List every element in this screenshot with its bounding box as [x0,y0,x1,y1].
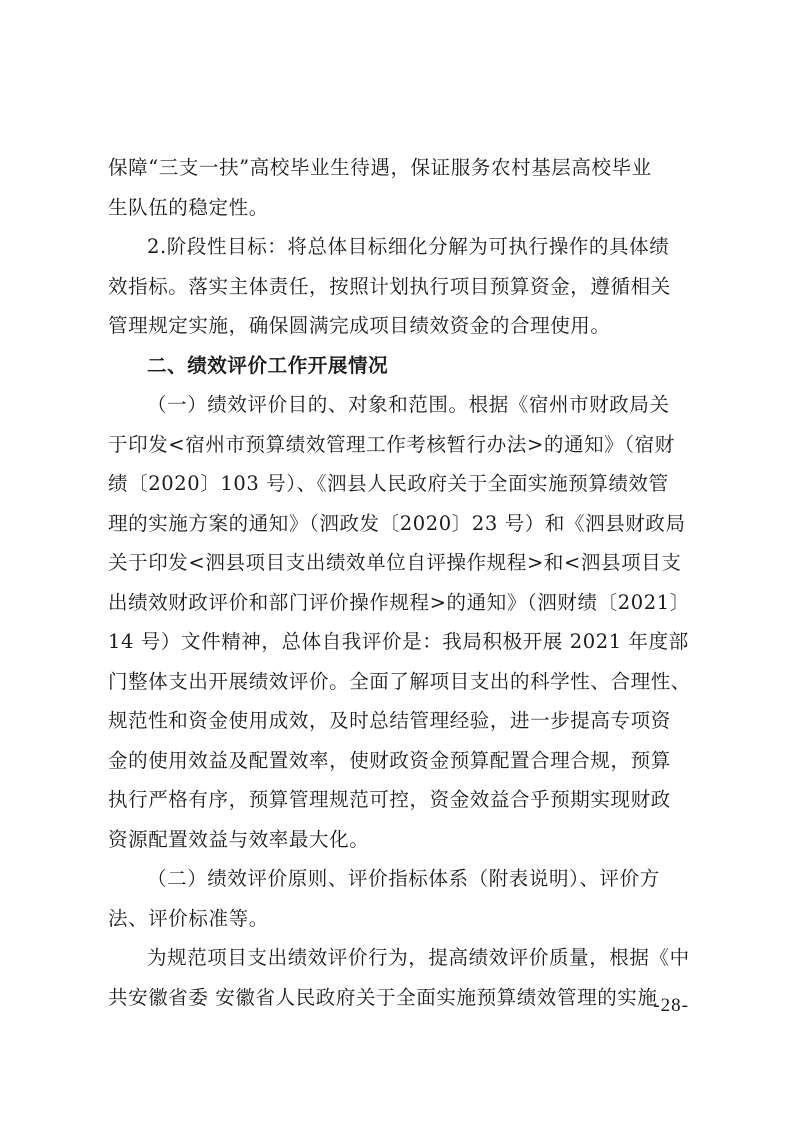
paragraph-continuation [108,148,698,227]
text-line: 于印发<宿州市预算绩效管理工作考核暂行办法>的通知》（宿财 [108,432,675,456]
text-line: 绩〔2020〕103 号）、《泗县人民政府关于全面实施预算绩效管 [108,472,669,495]
text-line: 门整体支出开展绩效评价。全面了解项目支出的科学性、合理性、 [108,669,691,693]
text-line: 关于印发<泗县项目支出绩效单位自评操作规程>和<泗县项目支 [108,551,682,574]
paragraph-evaluation-principles [108,859,698,938]
text-line: 法、评价标准等。 [108,906,269,930]
text-line: （一）绩效评价目的、对象和范围。根据《宿州市财政局关 [147,393,670,416]
text-line: 管理规定实施，确保圆满完成项目绩效资金的合理使用。 [108,314,611,337]
text-line: 14 号）文件精神，总体自我评价是：我局积极开展 2021 年度部 [108,630,689,653]
text-line: 2.阶段性目标：将总体目标细化分解为可执行操作的具体绩 [147,235,670,258]
text-line: 金的使用效益及配置效率，使财政资金预算配置合理合规，预算 [108,748,671,772]
text-line: 为规范项目支出绩效评价行为，提高绩效评价质量，根据《中 [147,946,690,969]
paragraph-standardize [108,938,698,1017]
text-line: 执行严格有序，预算管理规范可控，资金效益合乎预期实现财政 [108,788,671,811]
document-body [108,148,698,1017]
section-heading [108,346,698,386]
text-line: 理的实施方案的通知》（泗政发〔2020〕23 号）和《泗县财政局 [108,511,686,535]
section-heading-text: 二、绩效评价工作开展情况 [147,353,389,377]
text-line: 效指标。落实主体责任，按照计划执行项目预算资金，遵循相关 [108,274,671,298]
text-line: 出绩效财政评价和部门评价操作规程>的通知》（泗财绩〔2021〕 [108,590,690,614]
text-line: 共安徽省委 安徽省人民政府关于全面实施预算绩效管理的实施 [108,985,658,1009]
text-line: （二）绩效评价原则、评价指标体系（附表说明）、评价方 [147,867,660,890]
text-line: 生队伍的稳定性。 [108,195,269,219]
paragraph-evaluation-purpose [108,385,698,859]
text-line: 资源配置效益与效率最大化。 [108,827,370,851]
paragraph-stage-goal [108,227,698,346]
text-line: 规范性和资金使用成效，及时总结管理经验，进一步提高专项资 [108,709,671,732]
text-line: 保障“三支一扶”高校毕业生待遇，保证服务农村基层高校毕业 [108,156,652,179]
page-number: -28- [653,995,689,1016]
